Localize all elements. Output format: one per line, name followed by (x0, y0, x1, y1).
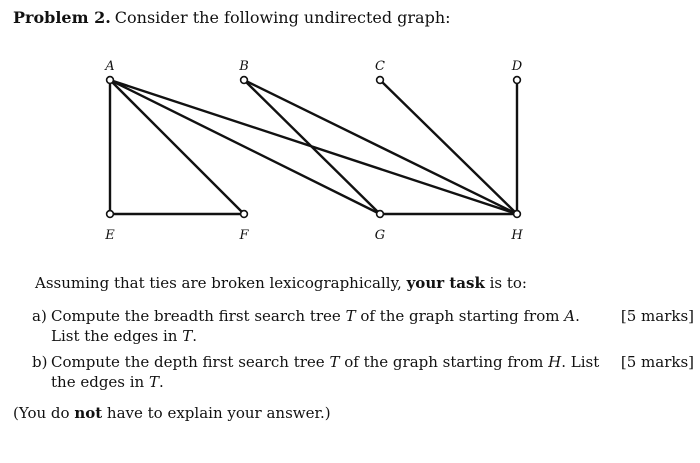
edge-c-h (380, 80, 517, 214)
vertex-e (107, 211, 114, 218)
question-text (51, 306, 611, 346)
vertex-label-c: C (375, 59, 385, 74)
vertex-label-h: H (511, 228, 523, 243)
marks-badge: [5 marks] (620, 353, 694, 371)
question-text-part: of the graph starting from (339, 353, 549, 371)
vertex-label-g: G (374, 228, 386, 243)
question-a (32, 306, 694, 346)
edge-b-g (244, 80, 380, 214)
question-text-part: . List the edges in (51, 353, 600, 391)
vertex-g (377, 211, 384, 218)
vertex-label-a: A (105, 59, 115, 74)
footer-before: (You do (13, 404, 75, 422)
task-intro (35, 273, 527, 293)
task-intro-emphasis: your task (406, 274, 485, 292)
footer-emphasis: not (74, 404, 103, 422)
task-intro-before: Assuming that ties are broken lexicographically, (35, 274, 407, 292)
edge-a-g (110, 80, 380, 214)
start-vertex: A (564, 307, 576, 325)
question-text-part: . List the edges in (51, 307, 580, 345)
start-vertex: H (548, 353, 562, 371)
tree-variable: T (345, 307, 356, 325)
graph-labels (104, 59, 523, 243)
vertex-label-b: B (239, 59, 249, 74)
problem-label: Problem 2. (13, 8, 111, 27)
vertex-d (514, 77, 521, 84)
question-text-part: Compute the breadth first search tree (51, 307, 346, 325)
edge-a-f (110, 80, 244, 214)
footer-note (13, 403, 331, 423)
vertex-h (514, 211, 521, 218)
vertex-label-e: E (105, 228, 115, 243)
question-letter: a) (32, 307, 47, 325)
vertex-b (241, 77, 248, 84)
tree-variable: T (329, 353, 340, 371)
vertex-f (241, 211, 248, 218)
question-text-part: Compute the depth first search tree (51, 353, 330, 371)
question-letter: b) (32, 353, 48, 371)
question-text (51, 352, 611, 392)
vertex-label-d: D (511, 59, 523, 74)
question-text-part: . (159, 373, 164, 391)
footer-after: have to explain your answer.) (102, 404, 331, 422)
vertex-a (107, 77, 114, 84)
task-intro-after: is to: (484, 274, 527, 292)
question-text-part: of the graph starting from (355, 307, 565, 325)
tree-variable: T (148, 373, 159, 391)
question-b (32, 352, 694, 392)
problem-statement: Consider the following undirected graph: (114, 8, 451, 27)
tree-variable: T (182, 327, 193, 345)
marks-badge: [5 marks] (620, 307, 694, 325)
vertex-c (377, 77, 384, 84)
vertex-label-f: F (239, 228, 249, 243)
edge-b-h (244, 80, 517, 214)
question-text-part: . (192, 327, 198, 345)
graph-edges (110, 80, 517, 214)
